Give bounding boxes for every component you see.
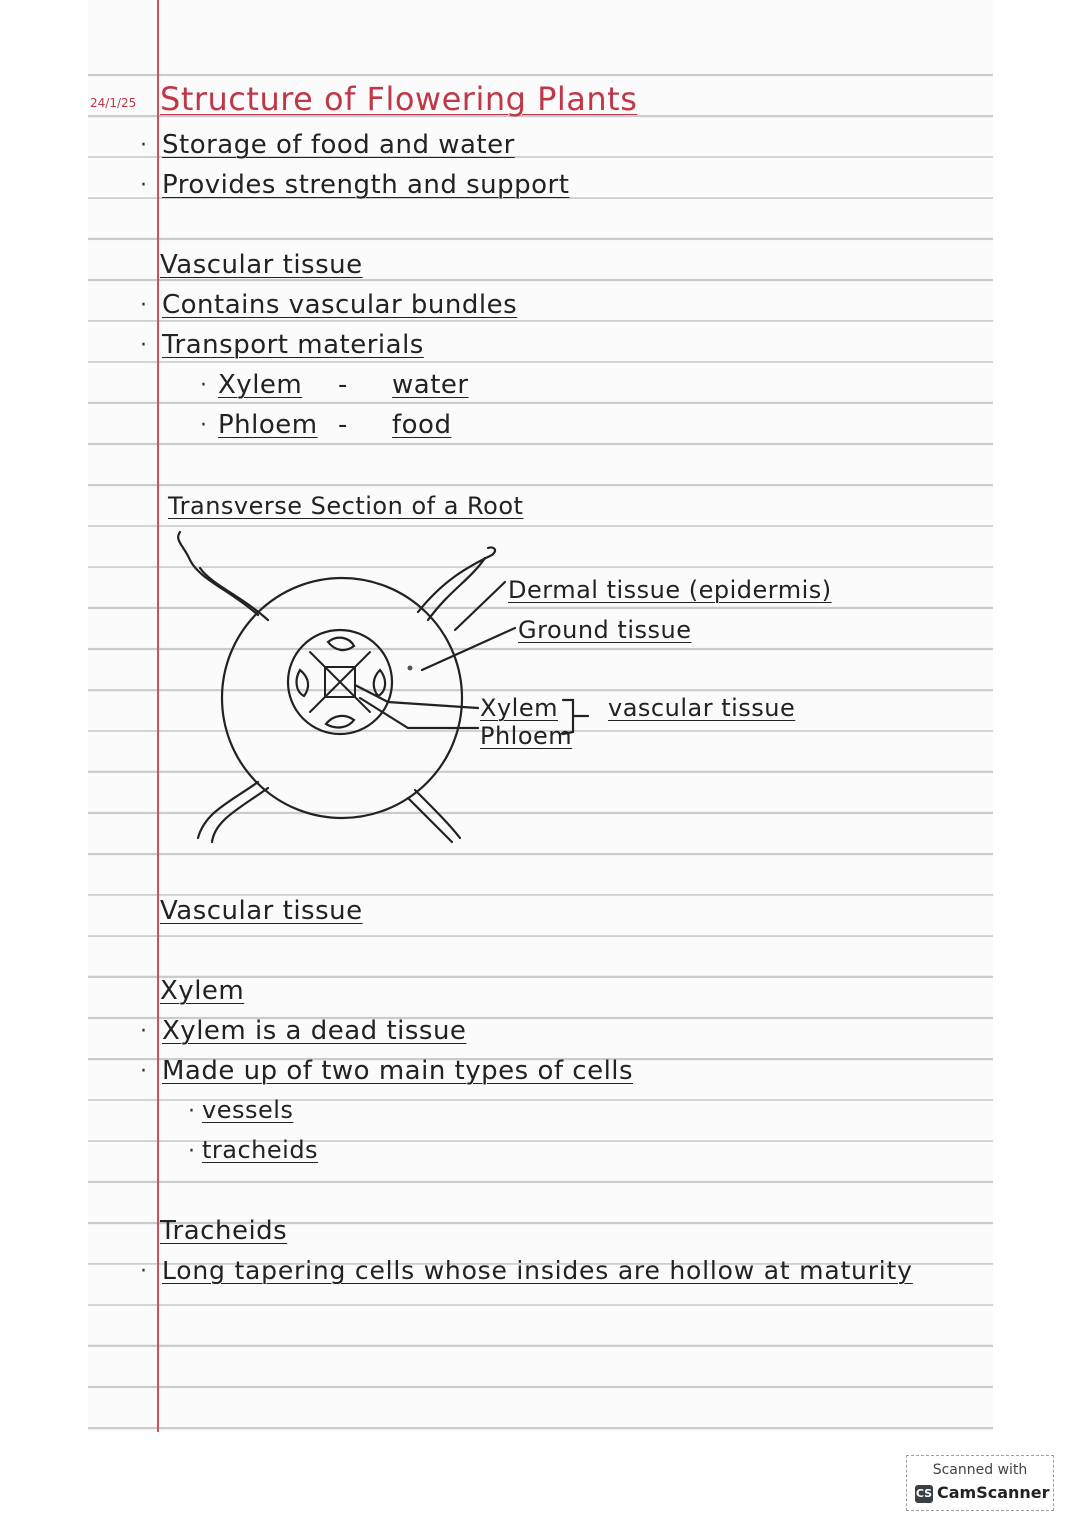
phloem-patch (297, 670, 309, 696)
bullet-dot: · (200, 413, 207, 438)
leader-line-ground (422, 628, 515, 670)
xylem-cross (310, 652, 370, 712)
root-hair (212, 788, 268, 842)
xylem-subitem-vessels: vessels (202, 1096, 294, 1124)
bullet-dot: · (140, 173, 147, 198)
section-heading-vascular-2: Vascular tissue (160, 896, 363, 926)
phloem-label: Phloem (218, 410, 318, 440)
bullet-dot: · (140, 293, 147, 318)
margin-line (157, 0, 159, 1432)
phloem-patch (326, 716, 354, 728)
bullet-dot: · (188, 1139, 195, 1164)
root-hair (200, 568, 268, 620)
date-note: 24/1/25 (90, 96, 137, 110)
dash: - (338, 410, 348, 440)
intro-item-1: Storage of food and water (162, 130, 515, 160)
camscanner-brand (915, 1483, 1050, 1503)
vascular-item-1: Contains vascular bundles (162, 290, 518, 320)
leader-line-dermal (455, 582, 505, 630)
root-cross-section-diagram (160, 520, 860, 850)
page-title: Structure of Flowering Plants (160, 80, 638, 118)
bullet-dot: · (140, 133, 147, 158)
bullet-dot: · (140, 333, 147, 358)
label-ground-tissue: Ground tissue (518, 616, 692, 644)
dot-marker (408, 666, 413, 671)
brand-name: CamScanner (937, 1483, 1050, 1502)
xylem-item-1: Xylem is a dead tissue (162, 1016, 467, 1046)
phloem-function: food (392, 410, 452, 440)
label-phloem: Phloem (480, 722, 573, 750)
bullet-dot: · (140, 1059, 147, 1084)
bullet-dot: · (140, 1019, 147, 1044)
diagram-title: Transverse Section of a Root (168, 492, 524, 520)
label-xylem: Xylem (480, 694, 558, 722)
bullet-dot: · (188, 1099, 195, 1124)
xylem-label: Xylem (218, 370, 303, 400)
bullet-dot: · (140, 1259, 147, 1284)
root-hair (198, 782, 258, 838)
section-heading-xylem: Xylem (160, 976, 245, 1006)
label-vascular-tissue: vascular tissue (608, 694, 796, 722)
camscanner-badge (906, 1455, 1054, 1511)
phloem-patch (374, 670, 385, 696)
cs-logo-icon: CS (915, 1485, 933, 1503)
xylem-subitem-tracheids: tracheids (202, 1136, 319, 1164)
xylem-item-2: Made up of two main types of cells (162, 1056, 634, 1086)
tracheids-item-1: Long tapering cells whose insides are hollow at maturity (162, 1256, 913, 1285)
section-heading-vascular: Vascular tissue (160, 250, 363, 280)
root-hair (415, 790, 460, 838)
section-heading-tracheids: Tracheids (160, 1216, 288, 1246)
scanned-with-text: Scanned with (932, 1462, 1028, 1478)
dash: - (338, 370, 348, 400)
label-dermal-tissue: Dermal tissue (epidermis) (508, 576, 832, 604)
intro-item-2: Provides strength and support (162, 170, 570, 200)
phloem-patch (328, 638, 354, 650)
vascular-item-2: Transport materials (162, 330, 424, 360)
xylem-function: water (392, 370, 469, 400)
bullet-dot: · (200, 373, 207, 398)
